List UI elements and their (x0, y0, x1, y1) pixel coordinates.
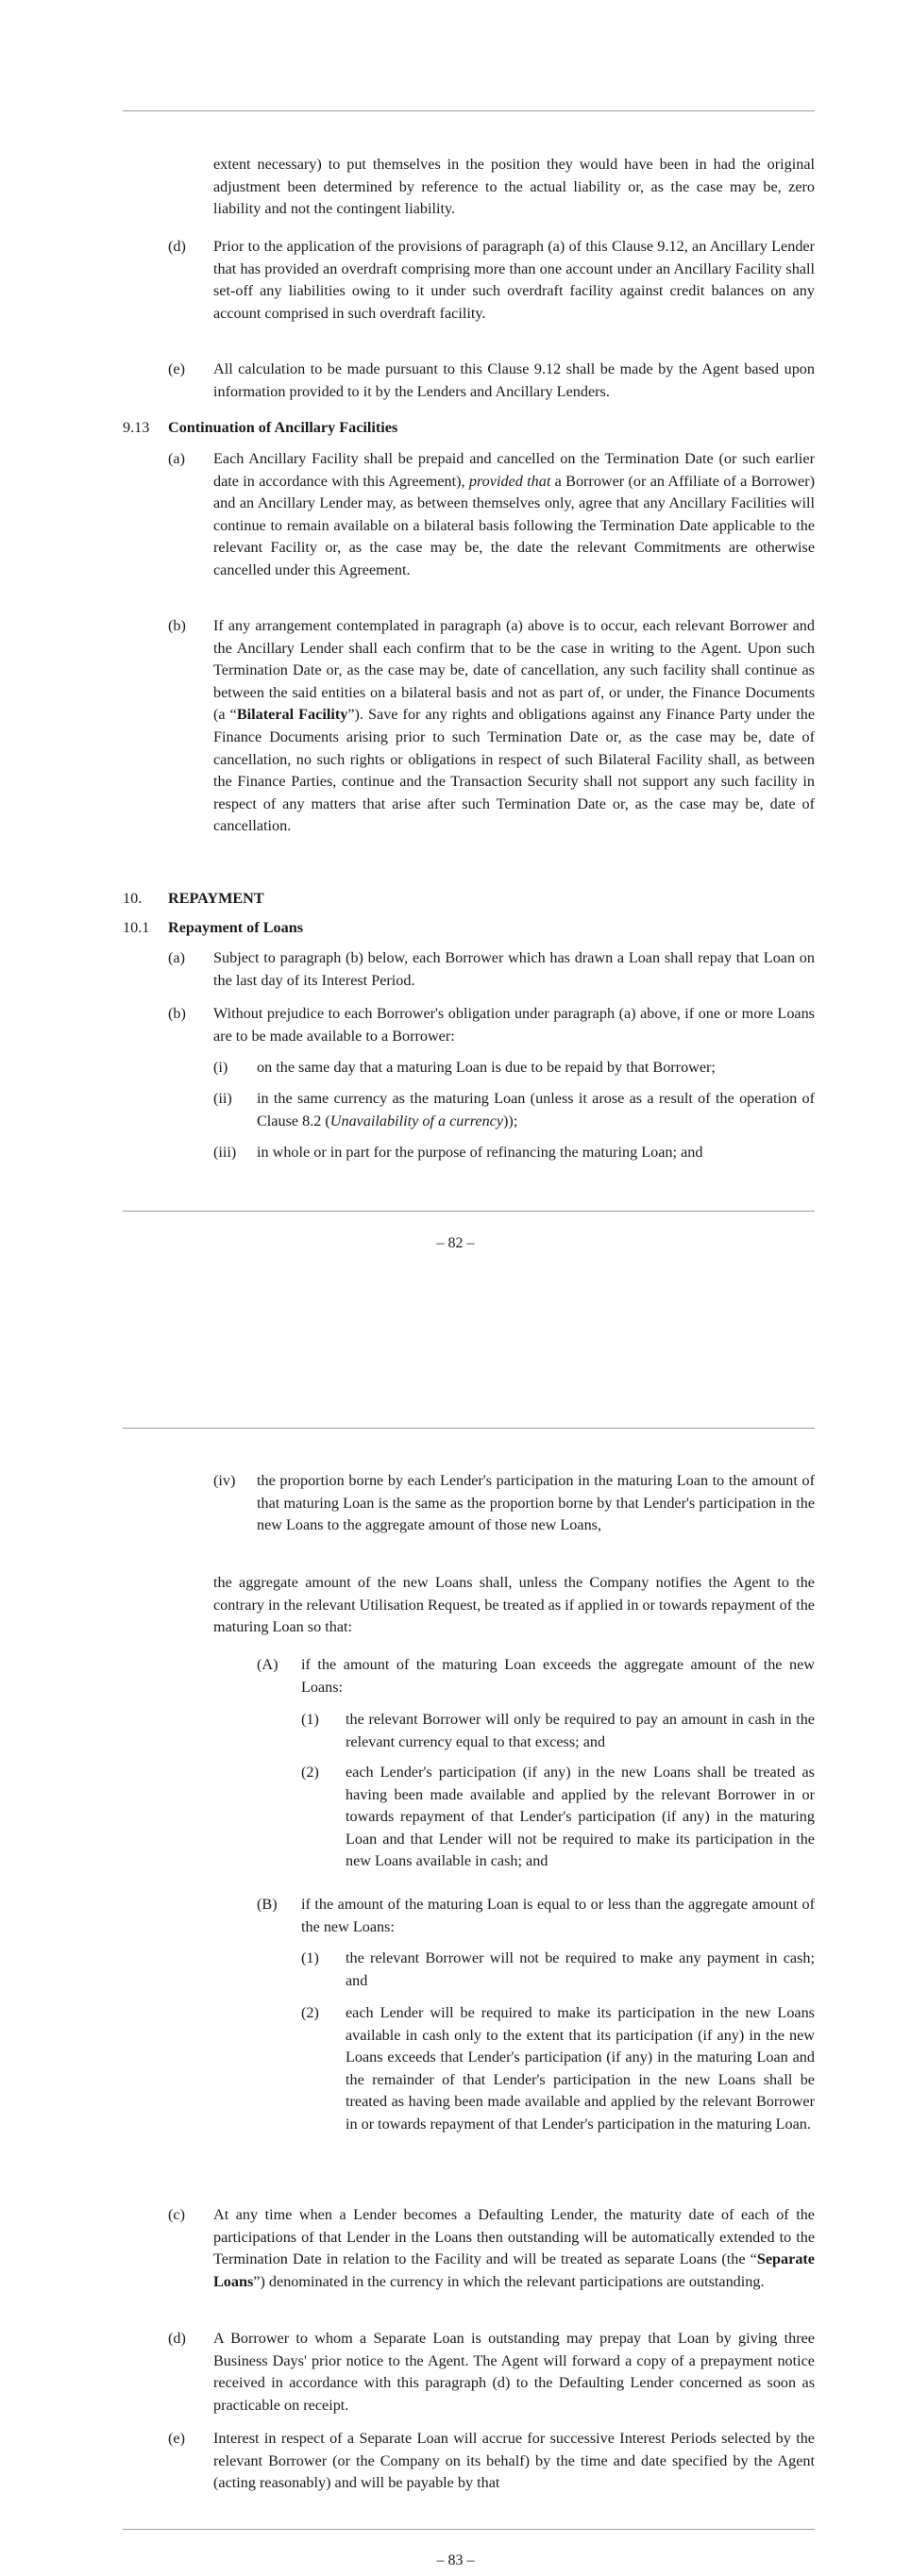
clause-101-b-i: on the same day that a maturing Loan is due to be repaid by that Borrower; (257, 1059, 716, 1076)
aggregate-paragraph: the aggregate amount of the new Loans shall, unless the Company notifies the Agent to the contrary in the relevant Utilisation Request, be treated as if applied in or towards repayment of the maturing Loan so that: (213, 1574, 815, 1636)
clause-number: 10. (123, 890, 143, 907)
para-label: (a) (168, 450, 185, 467)
page-bottom-rule (123, 1211, 815, 1212)
page-bottom-rule (123, 2529, 815, 2530)
para-B-2: each Lender will be required to make its participation in the new Loans available in cash only to the extent that its participation (if any) in the new Loans exceeds that Lender's participation (if any) in the maturing Loan and the remainder of that Lender's participation in the new Loans shall be treated as having been made available and applied by the relevant Borrower in or towards repayment of that Lender's participation in the maturing Loan. (346, 2004, 815, 2133)
page-top-rule (123, 1428, 815, 1429)
para-label: (d) (168, 238, 186, 255)
sub-label: (B) (257, 1896, 278, 1913)
para-label: (e) (168, 2430, 185, 2447)
sub-label: (2) (301, 2004, 319, 2021)
clause-101-b-iii: in whole or in part for the purpose of refinancing the maturing Loan; and (257, 1144, 703, 1161)
para-label: (c) (168, 2206, 185, 2223)
clause-913-a: Each Ancillary Facility shall be prepaid and cancelled on the Termination Date (or such earlier date in accordance with this Agreement), provided that a Borrower (or an Affiliate of a Borrower) and an Ancillary Lender may, as between themselves only, agree that any Ancillary Facilities will continue to remain available on a bilateral basis following the Termination Date applicable to the relevant Facility or, as the case may be, the date the relevant Commitments are otherwise cancelled under this Agreement. (213, 450, 815, 578)
para-B: if the amount of the maturing Loan is equal to or less than the aggregate amount of the new Loans: (301, 1896, 815, 1935)
clause-number: 10.1 (123, 919, 150, 936)
page-number: – 82 – (436, 1235, 475, 1251)
page-top-rule (123, 110, 815, 111)
clause-913-b: If any arrangement contemplated in paragraph (a) above is to occur, each relevant Borrower and the Ancillary Lender shall each confirm that to be the case in writing to the Agent. Upon such Termination Date or, as the case may be, date of cancellation, any such facility shall continue as between the said entities on a bilateral basis and not as part of, or under, the Finance Documents (a “Bilateral Facility”). Save for any rights and obligations against any Finance Party under the Finance Documents arising prior to such Termination Date or, as the case may be, date of cancellation, no such rights or obligations in respect of such Bilateral Facility shall, as between the Finance Parties, continue and the Transaction Security shall not support any such facility in respect of any matters that arise after such Termination Date or, as the case may be, date of cancellation. (213, 617, 816, 835)
clause-101-d: A Borrower to whom a Separate Loan is outstanding may prepay that Loan by giving three Business Days' prior notice to the Agent. The Agent will forward a copy of a prepayment notice received in accordance with this paragraph (d) to the Defaulting Lender concerned as soon as practicable on receipt. (213, 2330, 815, 2414)
para-B-1: the relevant Borrower will not be required to make any payment in cash; and (346, 1949, 815, 1989)
clause-heading: Continuation of Ancillary Facilities (168, 419, 398, 436)
clause-heading: Repayment of Loans (168, 919, 303, 936)
clause-101-e: Interest in respect of a Separate Loan will accrue for successive Interest Periods selected by the relevant Borrower (or the Company on its behalf) by the time and date specified by the Agent (acting reasonably) and will be payable by that (213, 2430, 815, 2492)
sub-label: (ii) (213, 1090, 232, 1107)
clause-101-b-ii: in the same currency as the maturing Loan (unless it arose as a result of the operation of Clause 8.2 (Unavailability of a currency)); (257, 1090, 815, 1129)
clause-number: 9.13 (123, 419, 150, 436)
sub-label: (iii) (213, 1144, 237, 1161)
para-label: (d) (168, 2330, 186, 2347)
clause-101-c: At any time when a Lender becomes a Defaulting Lender, the maturity date of each of the participations of that Lender in the Loans then outstanding will be automatically extended to the Termination Date in relation to the Facility and will be treated as separate Loans (the “Separate Loans”) denominated in the currency in which the relevant participations are outstanding. (213, 2206, 815, 2290)
page-number: – 83 – (436, 2552, 475, 2568)
sub-label: (i) (213, 1059, 228, 1076)
clause-heading: REPAYMENT (168, 890, 264, 907)
sub-label: (A) (257, 1656, 278, 1673)
sub-label: (1) (301, 1711, 319, 1728)
sub-label: (2) (301, 1764, 319, 1781)
para-A: if the amount of the maturing Loan exceeds the aggregate amount of the new Loans: (301, 1656, 815, 1696)
clause-101-b-iv: the proportion borne by each Lender's participation in the maturing Loan to the amount of that maturing Loan is the same as the proportion borne by that Lender's participation in the new Loans to the aggregate amount of those new Loans, (257, 1472, 815, 1534)
para-label: (b) (168, 617, 186, 634)
paragraph-d: Prior to the application of the provisions of paragraph (a) of this Clause 9.12, an Ancillary Lender that has provided an overdraft comprising more than one account under an Ancillary Facility shall set-off any liabilities owing to it under such overdraft facility against credit balances on any account comprised in such overdraft facility. (213, 238, 815, 322)
sub-label: (1) (301, 1949, 319, 1966)
para-A-2: each Lender's participation (if any) in the new Loans shall be treated as having been made available and applied by the relevant Borrower in or towards repayment of that Lender's participation (if any) in the maturing Loan and that Lender will not be required to make its participation in the new Loans available in cash; and (346, 1764, 815, 1870)
clause-101-b: Without prejudice to each Borrower's obligation under paragraph (a) above, if one or more Loans are to be made available to a Borrower: (213, 1005, 815, 1045)
para-label: (b) (168, 1005, 186, 1022)
continuation-paragraph: extent necessary) to put themselves in the position they would have been in had the original adjustment been determined by reference to the actual liability or, as the case may be, zero liability and not the contingent liability. (213, 156, 815, 218)
sub-label: (iv) (213, 1472, 236, 1489)
paragraph-e: All calculation to be made pursuant to this Clause 9.12 shall be made by the Agent based upon information provided to it by the Lenders and Ancillary Lenders. (213, 360, 815, 400)
para-A-1: the relevant Borrower will only be required to pay an amount in cash in the relevant currency equal to that excess; and (346, 1711, 815, 1750)
clause-101-a: Subject to paragraph (b) below, each Borrower which has drawn a Loan shall repay that Loan on the last day of its Interest Period. (213, 949, 815, 989)
para-label: (e) (168, 360, 185, 377)
para-label: (a) (168, 949, 185, 966)
